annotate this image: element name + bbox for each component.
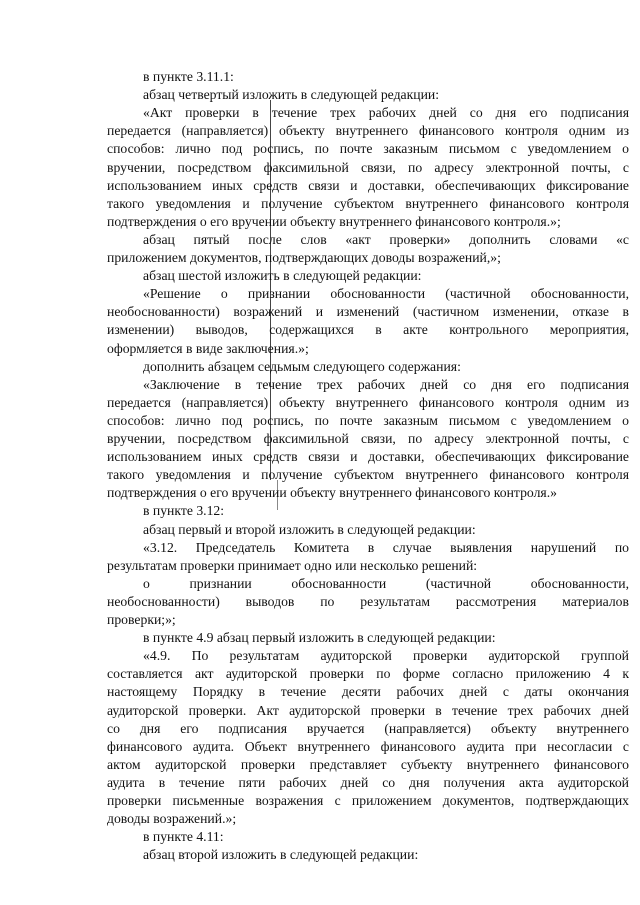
text-line: проверки письменные возражения с приложением документов, подтверждающих bbox=[107, 793, 629, 808]
text-line: «Акт проверки в течение трех рабочих дней со дня его подписания bbox=[143, 105, 629, 121]
text-line: аудита в течение пяти рабочих дней со дня получения акта аудиторской bbox=[107, 774, 629, 790]
text-line: доводы возражений.»; bbox=[107, 811, 237, 827]
text-line: вручении, посредством факсимильной связи, по адресу электронной почты, с bbox=[107, 431, 629, 446]
text-line: вручении, посредством факсимильной связи, по адресу электронной почты, с bbox=[107, 159, 629, 175]
text-line: финансового аудита. Объект внутреннего финансового аудита при несогласии с bbox=[107, 738, 629, 754]
text-line: абзац пятый после слов «акт проверки» дополнить словами «с bbox=[143, 231, 629, 247]
text-line: проверки;»; bbox=[107, 612, 176, 627]
text-line: в пункте 3.12: bbox=[143, 503, 225, 519]
text-line: подтверждения о его вручении объекту внутреннего финансового контроля.»; bbox=[107, 213, 561, 229]
text-line: абзац первый и второй изложить в следующей редакции: bbox=[143, 521, 476, 537]
text-line: актом аудиторской проверки представляет субъекту внутреннего финансового bbox=[107, 756, 629, 772]
text-line: использованием иных средств связи и доставки, обеспечивающих фиксирование bbox=[107, 177, 629, 193]
text-line: «Решение о признании обоснованности (частичной обоснованности, bbox=[143, 286, 629, 302]
text-line: «3.12. Председатель Комитета в случае выявления нарушений по bbox=[143, 539, 629, 555]
text-line: необоснованности) выводов по результатам рассмотрения материалов bbox=[107, 593, 629, 609]
text-line: в пункте 4.9 абзац первый изложить в следующей редакции: bbox=[143, 630, 496, 646]
text-line: такого уведомления и получение субъектом внутреннего финансового контроля bbox=[107, 467, 629, 483]
text-line: составляется акт аудиторской проверки по форме согласно приложению 4 к bbox=[107, 666, 629, 682]
text-line: способов: лично под роспись, по почте заказным письмом с уведомлением о bbox=[107, 141, 629, 157]
text-line: использованием иных средств связи и доставки, обеспечивающих фиксирование bbox=[107, 449, 629, 465]
text-line: настоящему Порядку в течение десяти рабочих дней с даты окончания bbox=[107, 684, 629, 700]
text-line: подтверждения о его вручении объекту внутреннего финансового контроля.» bbox=[107, 485, 557, 501]
text-line: передается (направляется) объекту внутреннего финансового контроля одним из bbox=[107, 123, 629, 139]
text-line: абзац шестой изложить в следующей редакции: bbox=[143, 268, 422, 284]
text-line: способов: лично под роспись, по почте заказным письмом с уведомлением о bbox=[107, 412, 629, 428]
text-line: аудиторской проверки. Акт аудиторской проверки в течение трех рабочих дней bbox=[107, 702, 629, 718]
text-line: о признании обоснованности (частичной обоснованности, bbox=[143, 575, 629, 591]
text-line: дополнить абзацем седьмым следующего содержания: bbox=[143, 358, 461, 374]
text-line: «4.9. По результатам аудиторской проверки аудиторской группой bbox=[143, 648, 629, 664]
text-line: оформляется в виде заключения.»; bbox=[107, 340, 309, 356]
text-line: со дня его подписания вручается (направляется) объекту внутреннего bbox=[107, 720, 629, 736]
text-line: «Заключение в течение трех рабочих дней со дня его подписания bbox=[143, 376, 629, 392]
text-line: абзац второй изложить в следующей редакции: bbox=[143, 847, 419, 863]
text-line: результатам проверки принимает одно или несколько решений: bbox=[107, 557, 478, 573]
text-line: в пункте 4.11: bbox=[143, 829, 224, 845]
text-line: изменении) выводов, содержащихся в акте контрольного мероприятия, bbox=[107, 322, 629, 338]
text-line: необоснованности) возражений и изменений (частичном изменении, отказе в bbox=[107, 304, 629, 320]
text-line: такого уведомления и получение субъектом внутреннего финансового контроля bbox=[107, 195, 629, 211]
text-line: абзац четвертый изложить в следующей редакции: bbox=[143, 87, 440, 103]
text-line: приложением документов, подтверждающих доводы возражений,»; bbox=[107, 250, 501, 265]
text-line: в пункте 3.11.1: bbox=[143, 69, 234, 84]
text-line: передается (направляется) объекту внутреннего финансового контроля одним из bbox=[107, 394, 629, 410]
